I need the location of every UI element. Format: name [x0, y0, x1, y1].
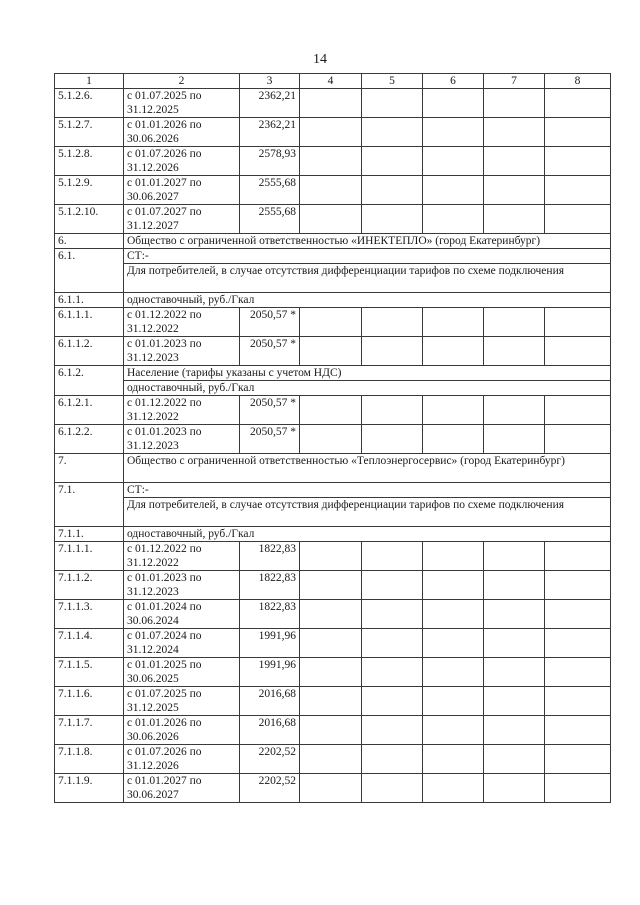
- empty-cell: [362, 745, 423, 774]
- section-text: Для потребителей, в случае отсутствия дифференциации тарифов по схеме подключения: [124, 264, 611, 293]
- empty-cell: [423, 205, 484, 234]
- row-number: 7.1.: [55, 483, 124, 527]
- empty-cell: [300, 425, 362, 454]
- section-row: [55, 293, 611, 308]
- empty-cell: [362, 629, 423, 658]
- table-row: [55, 89, 611, 118]
- empty-cell: [545, 774, 611, 803]
- empty-cell: [423, 629, 484, 658]
- table-row: [55, 396, 611, 425]
- empty-cell: [484, 629, 545, 658]
- section-row: [55, 234, 611, 249]
- section-row: [55, 381, 611, 396]
- section-row: [55, 366, 611, 381]
- empty-cell: [484, 716, 545, 745]
- empty-cell: [362, 147, 423, 176]
- column-header: 1: [55, 74, 124, 89]
- empty-cell: [423, 658, 484, 687]
- section-text: Общество с ограниченной ответственностью «Теплоэнергосервис» (город Екатеринбург): [124, 454, 611, 483]
- empty-cell: [423, 542, 484, 571]
- empty-cell: [484, 425, 545, 454]
- empty-cell: [362, 571, 423, 600]
- empty-cell: [362, 89, 423, 118]
- empty-cell: [545, 205, 611, 234]
- empty-cell: [484, 147, 545, 176]
- empty-cell: [545, 716, 611, 745]
- empty-cell: [423, 308, 484, 337]
- column-header: 3: [240, 74, 300, 89]
- empty-cell: [423, 396, 484, 425]
- period-cell: с 01.12.2022 по 31.12.2022: [124, 396, 240, 425]
- row-number: 5.1.2.6.: [55, 89, 124, 118]
- table-row: [55, 147, 611, 176]
- table-row: [55, 745, 611, 774]
- tariff-value: 2362,21: [240, 89, 300, 118]
- empty-cell: [484, 308, 545, 337]
- table-row: [55, 571, 611, 600]
- table-row: [55, 425, 611, 454]
- empty-cell: [300, 308, 362, 337]
- empty-cell: [545, 629, 611, 658]
- column-header: 6: [423, 74, 484, 89]
- tariff-table: [54, 73, 611, 803]
- table-row: [55, 205, 611, 234]
- tariff-value: 1991,96: [240, 629, 300, 658]
- period-cell: с 01.12.2022 по 31.12.2022: [124, 542, 240, 571]
- empty-cell: [300, 337, 362, 366]
- table-row: [55, 658, 611, 687]
- empty-cell: [423, 774, 484, 803]
- empty-cell: [545, 425, 611, 454]
- empty-cell: [484, 774, 545, 803]
- column-header: 4: [300, 74, 362, 89]
- tariff-value: 2202,52: [240, 745, 300, 774]
- row-number: 5.1.2.10.: [55, 205, 124, 234]
- tariff-value: 2016,68: [240, 716, 300, 745]
- table-row: [55, 774, 611, 803]
- tariff-value: 2050,57 *: [240, 396, 300, 425]
- row-number: 6.1.2.1.: [55, 396, 124, 425]
- empty-cell: [484, 337, 545, 366]
- column-header: 2: [124, 74, 240, 89]
- period-cell: с 01.01.2023 по 31.12.2023: [124, 425, 240, 454]
- empty-cell: [484, 205, 545, 234]
- section-row: [55, 527, 611, 542]
- section-text: одноставочный, руб./Гкал: [124, 381, 611, 396]
- empty-cell: [362, 542, 423, 571]
- section-row: [55, 498, 611, 527]
- empty-cell: [545, 176, 611, 205]
- empty-cell: [300, 176, 362, 205]
- empty-cell: [300, 687, 362, 716]
- row-number: 7.1.1.3.: [55, 600, 124, 629]
- page-number: 14: [313, 52, 327, 67]
- period-cell: с 01.07.2025 по 31.12.2025: [124, 89, 240, 118]
- period-cell: с 01.01.2023 по 31.12.2023: [124, 337, 240, 366]
- empty-cell: [362, 774, 423, 803]
- empty-cell: [362, 118, 423, 147]
- empty-cell: [362, 658, 423, 687]
- table-row: [55, 600, 611, 629]
- tariff-value: 2555,68: [240, 205, 300, 234]
- row-number: 7.1.1.4.: [55, 629, 124, 658]
- empty-cell: [545, 745, 611, 774]
- empty-cell: [484, 571, 545, 600]
- table-row: [55, 542, 611, 571]
- column-header: 7: [484, 74, 545, 89]
- empty-cell: [300, 147, 362, 176]
- period-cell: с 01.12.2022 по 31.12.2022: [124, 308, 240, 337]
- empty-cell: [300, 542, 362, 571]
- empty-cell: [545, 337, 611, 366]
- empty-cell: [300, 89, 362, 118]
- row-number: 7.1.1.7.: [55, 716, 124, 745]
- empty-cell: [545, 542, 611, 571]
- empty-cell: [423, 687, 484, 716]
- empty-cell: [484, 396, 545, 425]
- empty-cell: [423, 147, 484, 176]
- tariff-value: 2050,57 *: [240, 308, 300, 337]
- empty-cell: [545, 658, 611, 687]
- empty-cell: [423, 600, 484, 629]
- empty-cell: [362, 600, 423, 629]
- column-header: 8: [545, 74, 611, 89]
- period-cell: с 01.01.2024 по 30.06.2024: [124, 600, 240, 629]
- empty-cell: [300, 396, 362, 425]
- empty-cell: [545, 147, 611, 176]
- section-row: [55, 249, 611, 264]
- table-row: [55, 308, 611, 337]
- row-number: 6.1.1.2.: [55, 337, 124, 366]
- empty-cell: [362, 337, 423, 366]
- empty-cell: [300, 658, 362, 687]
- empty-cell: [362, 425, 423, 454]
- column-header: 5: [362, 74, 423, 89]
- section-text: Для потребителей, в случае отсутствия дифференциации тарифов по схеме подключения: [124, 498, 611, 527]
- empty-cell: [423, 176, 484, 205]
- row-number: 6.1.2.: [55, 366, 124, 396]
- empty-cell: [484, 600, 545, 629]
- empty-cell: [484, 745, 545, 774]
- section-text: Общество с ограниченной ответственностью «ИНЕКТЕПЛО» (город Екатеринбург): [124, 234, 611, 249]
- empty-cell: [423, 89, 484, 118]
- tariff-value: 2362,21: [240, 118, 300, 147]
- row-number: 7.1.1.: [55, 527, 124, 542]
- period-cell: с 01.07.2027 по 31.12.2027: [124, 205, 240, 234]
- empty-cell: [484, 89, 545, 118]
- period-cell: с 01.01.2026 по 30.06.2026: [124, 716, 240, 745]
- period-cell: с 01.07.2026 по 31.12.2026: [124, 147, 240, 176]
- row-number: 7.1.1.9.: [55, 774, 124, 803]
- row-number: 7.1.1.6.: [55, 687, 124, 716]
- empty-cell: [423, 337, 484, 366]
- table-row: [55, 337, 611, 366]
- tariff-value: 1991,96: [240, 658, 300, 687]
- empty-cell: [484, 118, 545, 147]
- empty-cell: [423, 571, 484, 600]
- empty-cell: [545, 308, 611, 337]
- section-text: СТ:-: [124, 249, 611, 264]
- row-number: 5.1.2.8.: [55, 147, 124, 176]
- empty-cell: [423, 716, 484, 745]
- table-row: [55, 716, 611, 745]
- empty-cell: [484, 542, 545, 571]
- period-cell: с 01.07.2024 по 31.12.2024: [124, 629, 240, 658]
- row-number: 6.1.: [55, 249, 124, 293]
- row-number: 7.1.1.8.: [55, 745, 124, 774]
- period-cell: с 01.01.2025 по 30.06.2025: [124, 658, 240, 687]
- tariff-value: 2016,68: [240, 687, 300, 716]
- row-number: 7.: [55, 454, 124, 483]
- period-cell: с 01.07.2026 по 31.12.2026: [124, 745, 240, 774]
- tariff-value: 2555,68: [240, 176, 300, 205]
- table-row: [55, 176, 611, 205]
- empty-cell: [300, 774, 362, 803]
- empty-cell: [300, 118, 362, 147]
- empty-cell: [300, 571, 362, 600]
- empty-cell: [362, 687, 423, 716]
- empty-cell: [300, 629, 362, 658]
- empty-cell: [423, 425, 484, 454]
- empty-cell: [545, 118, 611, 147]
- section-text: СТ:-: [124, 483, 611, 498]
- empty-cell: [362, 396, 423, 425]
- empty-cell: [300, 600, 362, 629]
- empty-cell: [484, 658, 545, 687]
- tariff-value: 1822,83: [240, 600, 300, 629]
- row-number: 6.: [55, 234, 124, 249]
- empty-cell: [545, 571, 611, 600]
- tariff-value: 1822,83: [240, 542, 300, 571]
- table-row: [55, 118, 611, 147]
- empty-cell: [484, 687, 545, 716]
- row-number: 6.1.1.: [55, 293, 124, 308]
- section-row: [55, 483, 611, 498]
- row-number: 7.1.1.2.: [55, 571, 124, 600]
- period-cell: с 01.01.2027 по 30.06.2027: [124, 774, 240, 803]
- section-text: одноставочный, руб./Гкал: [124, 527, 611, 542]
- table-body: [55, 74, 611, 803]
- table-header-row: [55, 74, 611, 89]
- period-cell: с 01.01.2026 по 30.06.2026: [124, 118, 240, 147]
- empty-cell: [300, 745, 362, 774]
- empty-cell: [545, 89, 611, 118]
- row-number: 6.1.2.2.: [55, 425, 124, 454]
- tariff-value: 1822,83: [240, 571, 300, 600]
- empty-cell: [362, 716, 423, 745]
- empty-cell: [300, 205, 362, 234]
- empty-cell: [545, 396, 611, 425]
- tariff-value: 2050,57 *: [240, 425, 300, 454]
- empty-cell: [362, 205, 423, 234]
- section-text: Население (тарифы указаны с учетом НДС): [124, 366, 611, 381]
- empty-cell: [484, 176, 545, 205]
- period-cell: с 01.01.2027 по 30.06.2027: [124, 176, 240, 205]
- tariff-value: 2050,57 *: [240, 337, 300, 366]
- empty-cell: [362, 176, 423, 205]
- empty-cell: [362, 308, 423, 337]
- row-number: 5.1.2.9.: [55, 176, 124, 205]
- row-number: 6.1.1.1.: [55, 308, 124, 337]
- period-cell: с 01.01.2023 по 31.12.2023: [124, 571, 240, 600]
- row-number: 5.1.2.7.: [55, 118, 124, 147]
- empty-cell: [300, 716, 362, 745]
- empty-cell: [423, 118, 484, 147]
- section-text: одноставочный, руб./Гкал: [124, 293, 611, 308]
- empty-cell: [423, 745, 484, 774]
- empty-cell: [545, 600, 611, 629]
- table-row: [55, 629, 611, 658]
- tariff-value: 2578,93: [240, 147, 300, 176]
- section-row: [55, 264, 611, 293]
- empty-cell: [545, 687, 611, 716]
- row-number: 7.1.1.5.: [55, 658, 124, 687]
- period-cell: с 01.07.2025 по 31.12.2025: [124, 687, 240, 716]
- table-row: [55, 687, 611, 716]
- row-number: 7.1.1.1.: [55, 542, 124, 571]
- tariff-value: 2202,52: [240, 774, 300, 803]
- section-row: [55, 454, 611, 483]
